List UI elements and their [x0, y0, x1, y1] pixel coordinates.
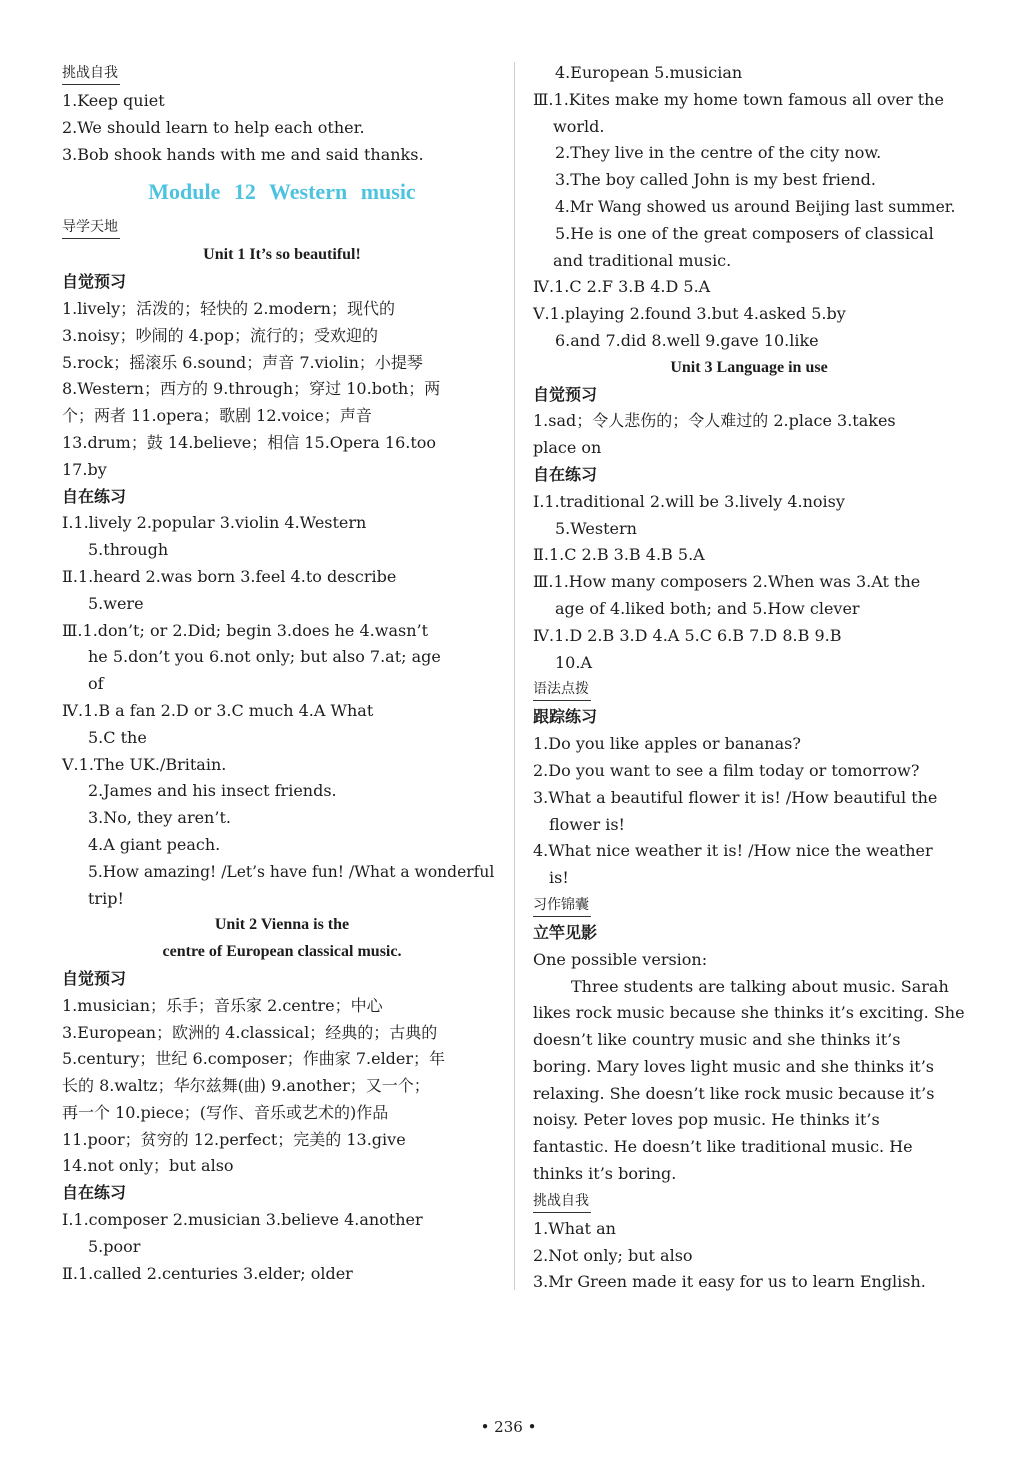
preview-answers	[62, 296, 502, 484]
essay-line: doesn’t like country music and she thinks it’s	[533, 1030, 901, 1050]
essay-line: boring. Mary loves light music and she thinks it’s	[533, 1056, 934, 1076]
answer-line: 3.noisy；吵闹的 4.pop；流行的；受欢迎的	[62, 325, 379, 345]
answer-line: world.	[553, 116, 605, 136]
answer-line: 5.poor	[88, 1236, 141, 1256]
unit-2-title-line2: centre of European classical music.	[162, 943, 402, 961]
unit-3-title: Unit 3 Language in use	[670, 358, 828, 376]
answer-line: 3.What a beautiful flower it is! /How beautiful the	[533, 787, 938, 807]
answer-line: flower is!	[549, 814, 625, 834]
answer-line: 2.We should learn to help each other.	[62, 117, 365, 137]
answer-line: 10.A	[555, 652, 592, 672]
follow-practice-heading: 跟踪练习	[533, 707, 598, 727]
answer-line: Ⅲ.1.don’t; or 2.Did; begin 3.does he 4.wasn’t	[62, 620, 429, 640]
answer-line: 5.through	[88, 540, 169, 560]
answer-line: 1.Do you like apples or bananas?	[533, 734, 801, 754]
grammar-label: 语法点拨	[533, 679, 591, 701]
answer-line: place on	[533, 438, 602, 458]
practice-answers-continued	[533, 60, 965, 355]
answer-line: Ⅱ.1.C 2.B 3.B 4.B 5.A	[533, 545, 705, 565]
answer-line: 5.rock；摇滚乐 6.sound；声音 7.violin；小提琴	[62, 352, 423, 372]
answer-line: 3.No, they aren’t.	[88, 808, 231, 828]
answer-line: 再一个 10.piece；(写作、音乐或艺术的)作品	[62, 1102, 389, 1122]
answer-line: trip!	[88, 888, 124, 908]
preview-heading: 自觉预习	[62, 272, 127, 292]
answer-line: Ⅳ.1.D 2.B 3.D 4.A 5.C 6.B 7.D 8.B 9.B	[533, 625, 842, 645]
answer-line: Ⅱ.1.heard 2.was born 3.feel 4.to describe	[62, 566, 397, 586]
practice-answers	[533, 489, 965, 677]
challenge-label: 挑战自我	[62, 63, 120, 85]
answer-line: Ⅳ.1.C 2.F 3.B 4.D 5.A	[533, 277, 711, 297]
answer-line: Ⅱ.1.called 2.centuries 3.elder; older	[62, 1263, 353, 1283]
answer-line: 5.Western	[555, 518, 637, 538]
version-label: One possible version:	[533, 949, 708, 969]
essay-line: Three students are talking about music. Sarah	[571, 976, 949, 996]
column-divider	[514, 62, 515, 1290]
right-column	[533, 60, 965, 1296]
answer-line: 1.lively；活泼的；轻快的 2.modern；现代的	[62, 298, 395, 318]
answer-line: 2.They live in the centre of the city now.	[555, 143, 882, 163]
answer-line: 1.What an	[533, 1218, 616, 1238]
answer-line: 4.European 5.musician	[555, 63, 743, 82]
preview-answers	[62, 993, 502, 1181]
module-title: Module 12 Western music	[148, 179, 416, 205]
practice-heading: 自在练习	[62, 1183, 127, 1203]
challenge-label: 挑战自我	[533, 1191, 591, 1213]
answer-line: 5.century；世纪 6.composer；作曲家 7.elder；年	[62, 1049, 446, 1069]
answer-line: 个；两者 11.opera；歌剧 12.voice；声音	[62, 406, 372, 426]
practice-heading: 自在练习	[62, 486, 127, 506]
answer-line: 3.Mr Green made it easy for us to learn English.	[533, 1272, 926, 1292]
answer-line: 17.by	[62, 459, 107, 479]
guide-label: 导学天地	[62, 217, 120, 239]
answer-line: 1.sad；令人悲伤的；令人难过的 2.place 3.takes	[533, 411, 896, 431]
answer-line: 4.A giant peach.	[88, 834, 221, 854]
essay-line: fantastic. He doesn’t like traditional music. He	[533, 1137, 913, 1157]
answer-line: 长的 8.waltz；华尔兹舞(曲) 9.another；又一个；	[62, 1076, 430, 1096]
instant-heading: 立竿见影	[533, 922, 598, 942]
answer-line: 8.Western；西方的 9.through；穿过 10.both；两	[62, 379, 441, 399]
answer-line: 1.musician；乐手；音乐家 2.centre；中心	[62, 995, 383, 1015]
answer-line: Ⅰ.1.traditional 2.will be 3.lively 4.noisy	[533, 491, 845, 511]
answer-line: 5.How amazing! /Let’s have fun! /What a wonderful	[88, 862, 495, 881]
answer-line: Ⅴ.1.playing 2.found 3.but 4.asked 5.by	[533, 304, 846, 324]
answer-line: Ⅰ.1.lively 2.popular 3.violin 4.Western	[62, 513, 367, 533]
unit-2-title: Unit 2 Vienna is the	[214, 916, 350, 934]
answer-line: 13.drum；鼓 14.believe；相信 15.Opera 16.too	[62, 432, 437, 452]
answer-line: and traditional music.	[553, 250, 732, 270]
practice-answers	[62, 510, 502, 912]
answer-line: Ⅲ.1.How many composers 2.When was 3.At the	[533, 572, 921, 592]
sample-essay	[533, 974, 965, 1188]
preview-heading: 自觉预习	[62, 968, 127, 988]
answer-line: 2.Not only; but also	[533, 1245, 693, 1265]
answer-line: Ⅳ.1.B a fan 2.D or 3.C much 4.A What	[62, 700, 374, 720]
unit-1-title: Unit 1 It’s so beautiful!	[203, 246, 361, 264]
answer-line: 5.were	[88, 593, 144, 613]
left-column	[62, 60, 502, 1287]
essay-line: relaxing. She doesn’t like rock music because it’s	[533, 1083, 935, 1103]
answer-line: Ⅰ.1.composer 2.musician 3.believe 4.another	[62, 1210, 423, 1230]
essay-line: noisy. Peter loves pop music. He thinks it’s	[533, 1110, 880, 1130]
answer-line: 2.James and his insect friends.	[88, 781, 337, 801]
preview-answers	[533, 408, 965, 462]
answer-line: 5.C the	[88, 727, 147, 747]
page-number: • 236 •	[480, 1418, 537, 1436]
practice-heading: 自在练习	[533, 464, 598, 484]
follow-answers	[533, 731, 965, 892]
answer-line: of	[88, 674, 104, 694]
answer-line: 6.and 7.did 8.well 9.gave 10.like	[555, 330, 819, 350]
essay-line: thinks it’s boring.	[533, 1164, 677, 1184]
practice-answers	[62, 1207, 502, 1287]
answer-line: 3.European；欧洲的 4.classical；经典的；古典的	[62, 1022, 438, 1042]
answer-line: 11.poor；贫穷的 12.perfect；完美的 13.give	[62, 1129, 406, 1149]
preview-heading: 自觉预习	[533, 384, 598, 404]
writing-label: 习作锦囊	[533, 895, 591, 917]
answer-line: 5.He is one of the great composers of classical	[555, 223, 934, 243]
answer-line: age of 4.liked both; and 5.How clever	[555, 598, 860, 618]
answer-line: is!	[549, 868, 569, 888]
answer-line: 14.not only；but also	[62, 1156, 234, 1176]
answer-line: Ⅴ.1.The UK./Britain.	[62, 754, 227, 774]
answer-line: 4.What nice weather it is! /How nice the weather	[533, 841, 933, 861]
answer-line: 2.Do you want to see a film today or tomorrow?	[533, 760, 920, 780]
answer-line: 4.Mr Wang showed us around Beijing last summer.	[555, 197, 956, 216]
essay-line: likes rock music because she thinks it’s exciting. She	[533, 1003, 965, 1023]
answer-line: Ⅲ.1.Kites make my home town famous all over the	[533, 89, 944, 109]
answer-line: he 5.don’t you 6.not only; but also 7.at; age	[88, 647, 441, 667]
answer-line: 3.The boy called John is my best friend.	[555, 170, 877, 190]
answer-line: 1.Keep quiet	[62, 91, 165, 110]
answer-line: 3.Bob shook hands with me and said thanks.	[62, 144, 424, 164]
challenge-answers	[533, 1216, 965, 1296]
